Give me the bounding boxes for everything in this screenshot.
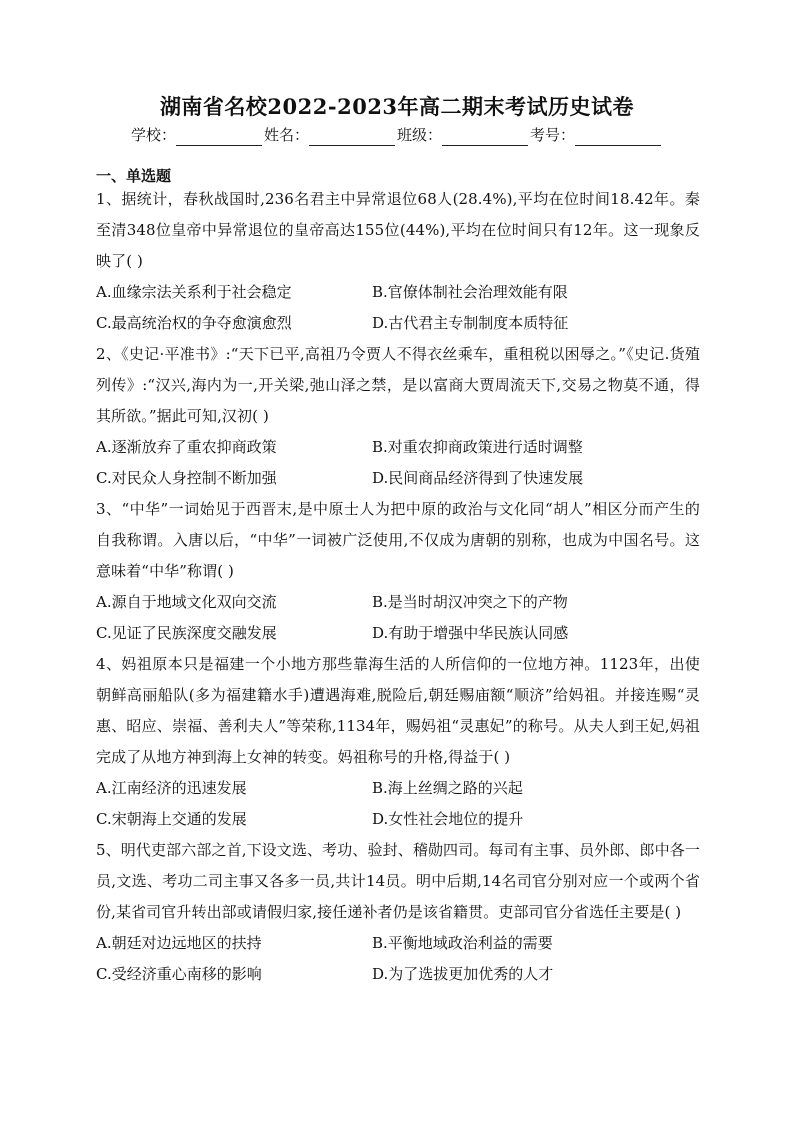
question-stem: 2、《史记·平准书》:“天下已平,高祖乃令贾人不得衣丝乘车，重租税以困辱之。”《史记.货殖列传》:“汉兴,海内为一,开关梁,弛山泽之禁，是以富商大贾周流天下,交易之物莫不通，得其所欲。”据此可知,汉初( ) [96,345,700,425]
question-stem: 4、妈祖原本只是福建一个小地方那些靠海生活的人所信仰的一位地方神。1123年，出使朝鲜高丽船队(多为福建籍水手)遭遇海难,脱险后,朝廷赐庙额“顺济”给妈祖。并接连赐“灵惠、昭应、崇福、善利夫人”等荣称,1134年，赐妈祖“灵惠妃”的称号。从夫人到王妃,妈祖完成了从地方神到海上女神的转变。妈祖称号的升格,得益于( ) [96,655,700,766]
option-d: D.民间商品经济得到了快速发展 [372,469,584,487]
option-a: A.源自于地域文化双向交流 [96,593,277,611]
option-d: D.为了选拔更加优秀的人才 [372,965,554,983]
option-c: C.宋朝海上交通的发展 [96,810,247,828]
field-name-blank [309,129,395,146]
field-exam-number-blank [575,129,661,146]
option-c: C.最高统治权的争夺愈演愈烈 [96,314,292,332]
option-c: C.对民众人身控制不断加强 [96,469,277,487]
option-b: B.海上丝绸之路的兴起 [372,779,523,797]
option-b: B.是当时胡汉冲突之下的产物 [372,593,568,611]
question-stem: 1、据统计，春秋战国时,236名君主中异常退位68人(28.4%),平均在位时间18.42年。秦至清348位皇帝中异常退位的皇帝高达155位(44%),平均在位时间只有12年。这一现象反映了( ) [96,190,700,270]
option-b: B.平衡地域政治利益的需要 [372,934,553,952]
option-b: B.对重农抑商政策进行适时调整 [372,438,583,456]
question-5 [96,835,700,990]
student-info-line [0,124,794,146]
section-heading: 一、单选题 [96,167,172,185]
question-list [96,184,700,990]
question-stem: 3、“中华”一词始见于西晋末,是中原士人为把中原的政治与文化同“胡人”相区分而产生的自我称谓。入唐以后，“中华”一词被广泛使用,不仅成为唐朝的别称，也成为中国名号。这意味着“中华”称谓( ) [96,500,700,580]
field-class-blank [442,129,528,146]
field-class-label: 班级： [397,126,443,144]
field-name [264,124,397,146]
option-a: A.朝廷对边远地区的扶持 [96,934,262,952]
field-school-label: 学校： [130,126,176,144]
question-4 [96,649,700,835]
question-3 [96,494,700,649]
option-grid [96,587,700,649]
option-d: D.女性社会地位的提升 [372,810,524,828]
field-name-label: 姓名： [263,126,309,144]
option-c: C.见证了民族深度交融发展 [96,624,277,642]
option-a: A.血缘宗法关系利于社会稳定 [96,283,292,301]
option-grid [96,773,700,835]
question-2 [96,339,700,494]
field-class [397,124,530,146]
option-grid [96,432,700,494]
option-d: D.古代君主专制制度本质特征 [372,314,569,332]
option-c: C.受经济重心南移的影响 [96,965,262,983]
question-1 [96,184,700,339]
exam-title: 湖南省名校2022-2023年高二期末考试历史试卷 [159,94,635,119]
question-stem: 5、明代吏部六部之首,下设文选、考功、验封、稽勋四司。每司有主事、员外郎、郎中各一员,文选、考功二司主事又各多一员,共计14员。明中后期,14名司官分别对应一个或两个省份,某省司官升转出部或请假归家,接任递补者仍是该省籍贯。吏部司官分省选任主要是( ) [96,841,700,921]
option-grid [96,928,700,990]
field-exam-number [530,124,663,146]
option-a: A.江南经济的迅速发展 [96,779,247,797]
field-school [131,124,264,146]
option-a: A.逐渐放弃了重农抑商政策 [96,438,277,456]
option-b: B.官僚体制社会治理效能有限 [372,283,568,301]
option-d: D.有助于增强中华民族认同感 [372,624,569,642]
option-grid [96,277,700,339]
field-exam-number-label: 考号： [530,126,576,144]
field-school-blank [176,129,262,146]
